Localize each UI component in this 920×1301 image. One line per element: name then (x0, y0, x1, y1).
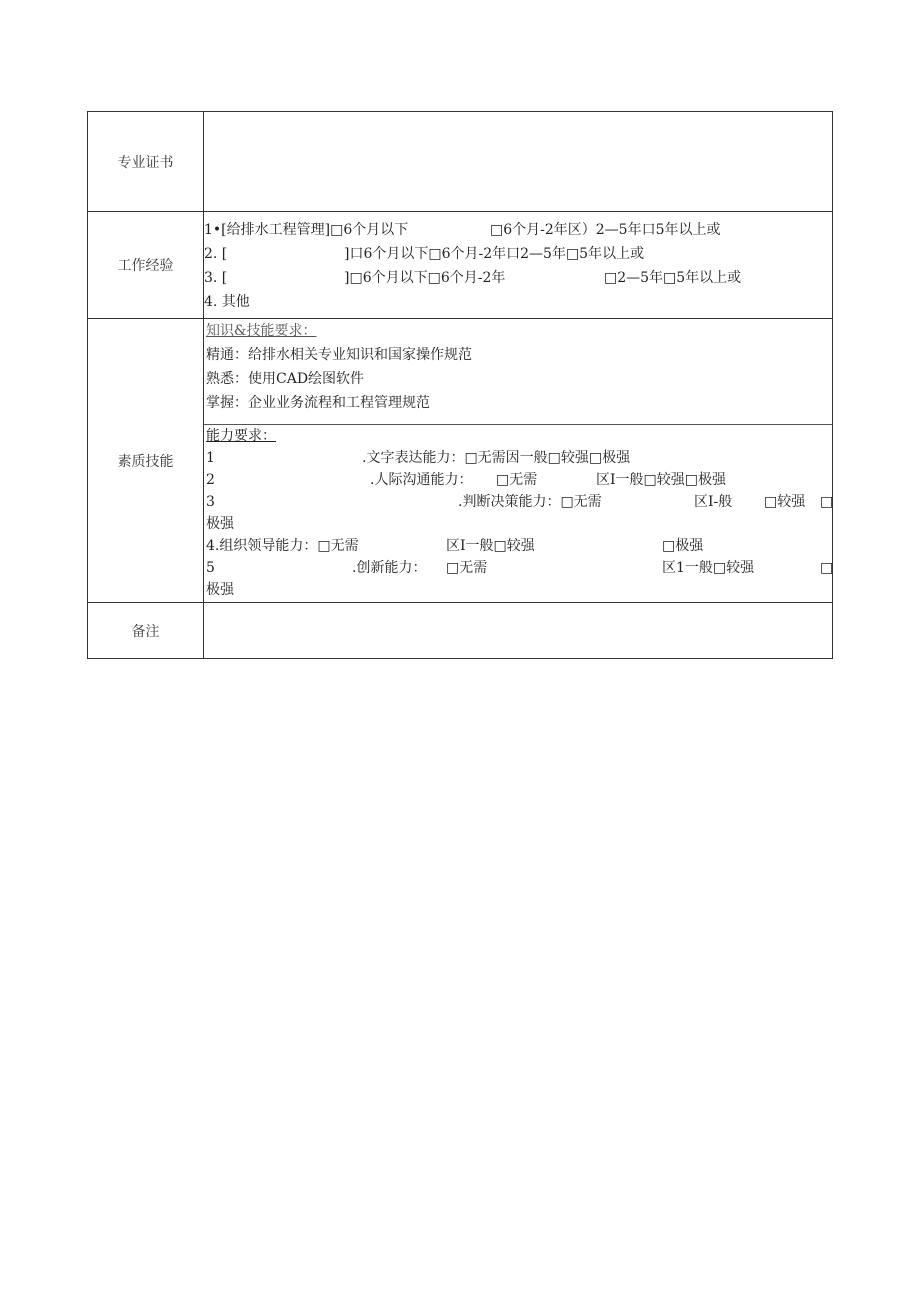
ability-5-name: .创新能力： (352, 560, 427, 576)
ability-1-text: .文字表达能力：□无需因一般□较强□极强 (362, 450, 631, 466)
ability-4-mid: 区I一般□较强 (446, 538, 535, 554)
row-work-experience (88, 211, 832, 318)
experience-line-4-a: 4. 其他 (204, 294, 250, 310)
ability-1-num: 1 (206, 450, 215, 466)
label-work-experience: 工作经验 (88, 212, 204, 318)
cell-work-experience (204, 212, 832, 318)
cell-quality-skills (204, 319, 832, 602)
experience-line-1-a: 1•[给排水工程管理]□6个月以下 (204, 222, 409, 238)
ability-2-name: .人际沟通能力： (370, 472, 473, 488)
ability-2 (206, 469, 832, 491)
ability-3-strong: □较强 (764, 494, 806, 510)
label-quality-skills: 素质技能 (88, 319, 204, 602)
ability-section (204, 425, 832, 601)
ability-5-box: □ (820, 560, 834, 576)
row-quality-skills (88, 318, 832, 602)
knowledge-item-1: 精通：给排水相关专业知识和国家操作规范 (206, 347, 472, 363)
row-remarks (88, 602, 832, 658)
ability-5-wrap: 极强 (206, 582, 234, 598)
knowledge-item-2: 熟悉：使用CAD绘图软件 (206, 371, 365, 387)
experience-line-2-b: ]口6个月以下□6个月-2年口2—5年□5年以上或 (344, 246, 645, 262)
knowledge-item-3: 掌握：企业业务流程和工程管理规范 (206, 395, 430, 411)
knowledge-section (204, 319, 832, 425)
ability-3 (206, 491, 832, 513)
experience-line-1 (204, 218, 832, 242)
experience-line-3-c: □2—5年□5年以上或 (604, 270, 742, 286)
ability-3-box: □ (820, 494, 834, 510)
experience-line-3-a: 3. [ (204, 270, 228, 286)
ability-5-num: 5 (206, 560, 215, 576)
ability-2-num: 2 (206, 472, 215, 488)
ability-2-rest: 区I一般□较强□极强 (596, 472, 726, 488)
ability-3-mid: 区I-般 (694, 494, 733, 510)
ability-4 (206, 535, 832, 557)
label-remarks: 备注 (88, 603, 204, 658)
ability-1 (206, 447, 832, 469)
cell-remarks (204, 603, 832, 658)
ability-2-none: □无需 (496, 472, 538, 488)
ability-4-max: □极强 (662, 538, 704, 554)
experience-line-2-a: 2. [ (204, 246, 228, 262)
ability-3-name: .判断决策能力：□无需 (458, 494, 602, 510)
ability-3-wrap: 极强 (206, 516, 234, 532)
ability-5 (206, 557, 832, 579)
experience-line-1-b: □6个月-2年区）2—5年口5年以上或 (490, 222, 721, 238)
experience-line-3-b: ]□6个月以下□6个月-2年 (344, 270, 506, 286)
ability-5-none: □无需 (446, 560, 488, 576)
job-requirements-table (87, 111, 833, 659)
ability-3-num: 3 (206, 494, 215, 510)
ability-5-mid: 区1一般□较强 (662, 560, 755, 576)
knowledge-title: 知识&技能要求： (206, 323, 317, 339)
experience-line-3 (204, 266, 832, 290)
experience-line-4 (204, 290, 832, 314)
cell-professional-certificate (204, 112, 832, 211)
row-professional-certificate (88, 112, 832, 211)
ability-title: 能力要求： (206, 428, 276, 444)
label-professional-certificate: 专业证书 (88, 112, 204, 211)
experience-line-2 (204, 242, 832, 266)
ability-4-name: 4.组织领导能力：□无需 (206, 538, 359, 554)
